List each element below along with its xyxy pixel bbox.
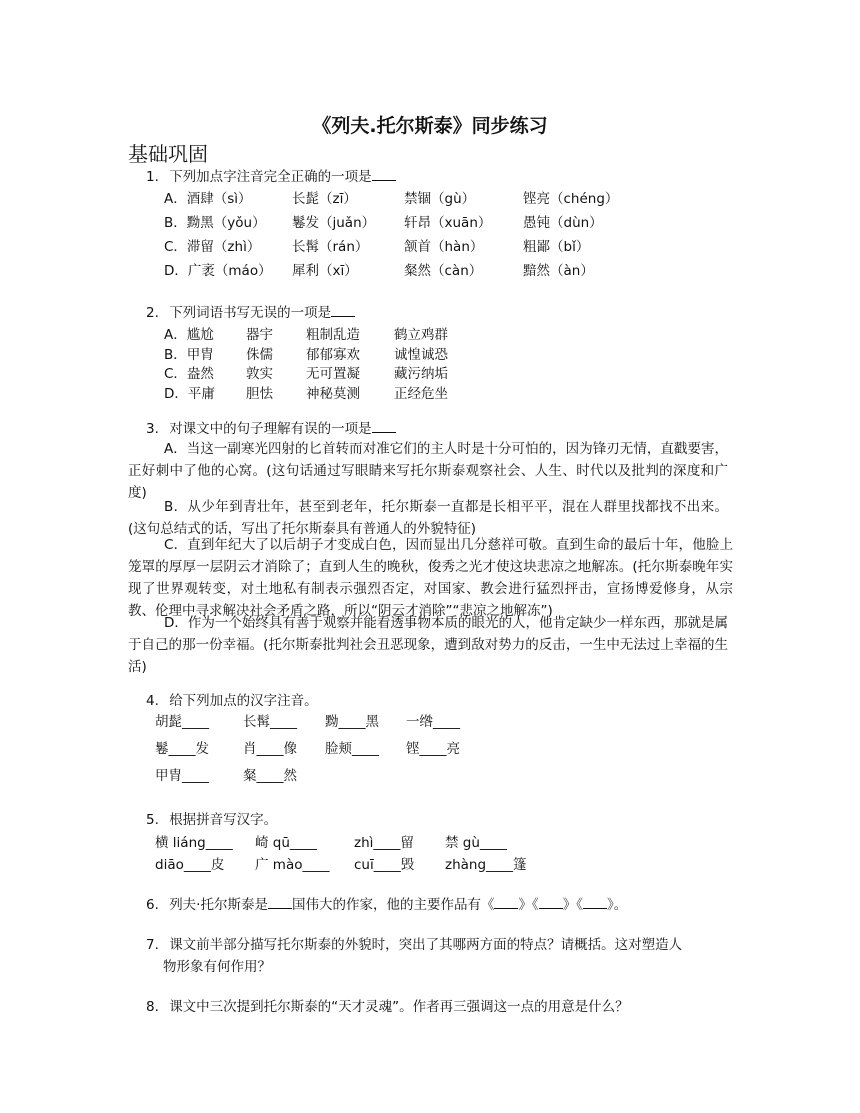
q6-text-5: 》。 [606, 897, 628, 913]
answer-blank [583, 895, 607, 909]
q1-row-3-item-3: 颔首（hàn） [404, 239, 484, 255]
q1-row-2-item-2: 鬈发（juǎn） [292, 215, 376, 231]
q5-row-1-item-2: 崎 qū____ [255, 835, 317, 851]
question-number: 8. [146, 999, 159, 1015]
question-stem: 根据拼音写汉字。 [169, 812, 278, 828]
question-stem: 给下列加点的汉字注音。 [169, 693, 318, 709]
question-number: 1. [146, 169, 159, 185]
q5-row-2-item-3: cuī____毁 [354, 857, 415, 873]
question-number: 5. [146, 812, 159, 828]
q2-row-1-item-3: 粗制乱造 [306, 327, 360, 343]
q1-row-3-item-1: C．滞留（zhì） [164, 239, 261, 255]
q2-row-3-item-3: 无可置凝 [306, 366, 360, 382]
section-heading: 基础巩固 [128, 142, 208, 166]
q4-row-1-item-4: 一绺____ [406, 714, 460, 730]
question-1 [146, 165, 396, 185]
q2-row-4-item-2: 胆怯 [246, 386, 273, 402]
q4-row-2-item-3: 脸颊____ [325, 741, 379, 757]
question-2 [146, 301, 355, 321]
answer-blank [331, 303, 355, 317]
question-stem: 课文中三次提到托尔斯泰的“天才灵魂”。作者再三强调这一点的用意是什么？ [169, 999, 629, 1015]
q5-row-2-item-4: zhàng____篷 [445, 857, 527, 873]
q1-row-1-item-1: A．酒肆（sì） [164, 191, 252, 207]
answer-blank [539, 895, 563, 909]
q3-option-b: B．从少年到青壮年，甚至到老年，托尔斯泰一直都是长相平平，混在人群里找都找不出来。(这句总结式的话，写出了托尔斯泰具有普通人的外貌特征) [128, 499, 728, 537]
q1-row-1-item-4: 铿亮（chéng） [523, 191, 619, 207]
question-4 [146, 689, 318, 709]
q1-row-2-item-3: 轩昂（xuān） [404, 215, 492, 231]
question-3 [146, 417, 396, 437]
question-number: 7. [146, 937, 159, 953]
q2-row-4-item-3: 神秘莫测 [306, 386, 360, 402]
q7-line-1: 课文前半部分描写托尔斯泰的外貌时，突出了其哪两方面的特点？请概括。这对塑造人 [169, 937, 683, 953]
q4-row-1-item-1: 胡髭____ [155, 714, 209, 730]
q4-row-3-item-2: 粲____然 [243, 768, 297, 784]
answer-blank [268, 895, 292, 909]
q2-row-4-item-1: D．平庸 [164, 386, 215, 402]
q5-row-1-item-3: zhì____留 [354, 835, 414, 851]
q2-row-1-item-4: 鹤立鸡群 [394, 327, 448, 343]
q1-row-4-item-3: 粲然（càn） [404, 263, 483, 279]
q6-text-2: 国伟大的作家，他的主要作品有《 [291, 897, 495, 913]
page-title: 《列夫.托尔斯泰》同步练习 [312, 115, 548, 137]
q2-row-2-item-4: 诚惶诚恐 [394, 347, 448, 363]
q3-option-a: A．当这一副寒光四射的匕首转而对准它们的主人时是十分可怕的，因为锋刃无情，直戳要害，正好刺中了他的心窝。(这句话通过写眼睛来写托尔斯泰观察社会、人生、时代以及批判的深度和广度) [128, 441, 728, 501]
q1-row-4-item-2: 犀利（xī） [292, 263, 358, 279]
q6-text-4: 》《 [562, 897, 583, 913]
q1-row-1-item-3: 禁锢（gù） [404, 191, 476, 207]
q1-row-2-item-1: B．黝黑（yǒu） [164, 215, 266, 231]
answer-blank [372, 419, 396, 433]
question-number: 4. [146, 693, 159, 709]
q4-row-2-item-1: 鬈____发 [155, 741, 209, 757]
q6-text-3: 》《 [518, 897, 539, 913]
answer-blank [494, 895, 518, 909]
q4-row-1-item-3: 黝____黑 [325, 714, 379, 730]
q5-row-2-item-1: diāo____皮 [155, 857, 225, 873]
q4-row-1-item-2: 长髯____ [243, 714, 297, 730]
question-number: 6. [146, 897, 159, 913]
q2-row-2-item-1: B．甲胄 [164, 347, 214, 363]
q1-row-4-item-1: D．广袤（máo） [164, 263, 272, 279]
question-stem: 下列词语书写无误的一项是 [169, 305, 332, 321]
q5-row-1-item-1: 横 liáng____ [155, 835, 233, 851]
q3-option-d: D．作为一个始终具有善于观察并能看透事物本质的眼光的人，他肯定缺少一样东西，那就是属于自己的那一份幸福。(托尔斯泰批判社会丑恶现象，遭到敌对势力的反击，一生中无法过上幸福的生活) [128, 615, 728, 675]
q4-row-2-item-4: 铿____亮 [406, 741, 460, 757]
q2-row-1-item-1: A．尴尬 [164, 327, 214, 343]
q3-option-c: C．直到年纪大了以后胡子才变成白色，因而显出几分慈祥可敬。直到生命的最后十年，他脸上笼罩的厚厚一层阴云才消除了；直到人生的晚秋，俊秀之光才使这块悲凉之地解冻。(托尔斯泰晚年实现了世界观转变，对土地私有制表示强烈否定，对国家、教会进行猛烈抨击，宣扬博爱修身，从宗教、伦理中寻求解决社会矛盾之路，所以“阴云才消除”“悲凉之地解冻”) [128, 537, 733, 619]
question-7 [146, 933, 682, 953]
question-stem: 对课文中的句子理解有误的一项是 [169, 421, 372, 437]
q5-row-2-item-2: 广 mào____ [255, 857, 330, 873]
q2-row-2-item-2: 侏儒 [246, 347, 273, 363]
q7-line-2: 物形象有何作用？ [163, 959, 271, 975]
question-number: 3. [146, 421, 159, 437]
q1-row-2-item-4: 愚钝（dùn） [523, 215, 603, 231]
q2-row-3-item-1: C．盎然 [164, 366, 214, 382]
q2-row-1-item-2: 器宇 [246, 327, 273, 343]
question-number: 2. [146, 305, 159, 321]
question-6 [146, 893, 627, 913]
q1-row-3-item-4: 粗鄙（bǐ） [523, 239, 590, 255]
q6-text-1: 列夫·托尔斯泰是 [169, 897, 268, 913]
q1-row-1-item-2: 长髭（zī） [292, 191, 357, 207]
q4-row-2-item-2: 肖____像 [243, 741, 297, 757]
question-5 [146, 808, 277, 828]
q2-row-2-item-3: 郁郁寡欢 [306, 347, 360, 363]
q2-row-3-item-4: 藏污纳垢 [394, 366, 448, 382]
q1-row-4-item-4: 黯然（àn） [523, 263, 594, 279]
q5-row-1-item-4: 禁 gù____ [445, 835, 507, 851]
q2-row-3-item-2: 敦实 [246, 366, 273, 382]
answer-blank [372, 167, 396, 181]
q2-row-4-item-4: 正经危坐 [394, 386, 448, 402]
question-8 [146, 995, 629, 1015]
question-stem: 下列加点字注音完全正确的一项是 [169, 169, 372, 185]
q1-row-3-item-2: 长髯（rán） [292, 239, 369, 255]
q4-row-3-item-1: 甲胄____ [155, 768, 209, 784]
